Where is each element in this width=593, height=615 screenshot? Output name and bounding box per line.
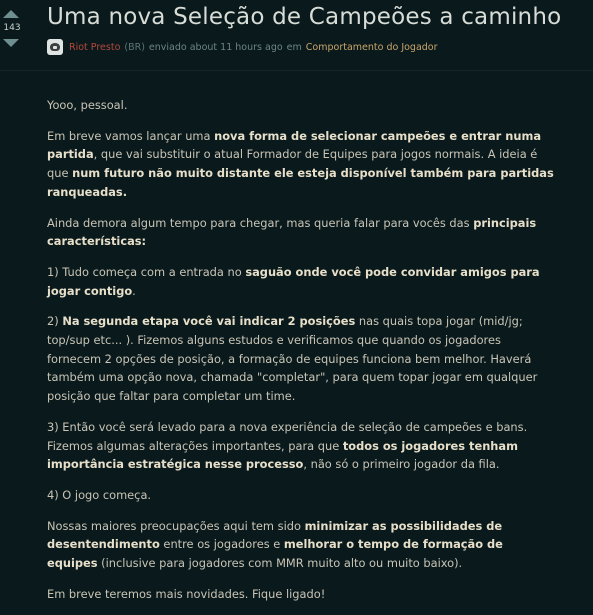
paragraph-greeting: Yooo, pessoal. (47, 98, 128, 112)
vote-widget (0, 0, 24, 54)
paragraph-step-1: 1) Tudo começa com a entrada no saguão onde você pode convidar amigos para jogar contigo. (47, 264, 540, 298)
paragraph-features-intro: Ainda demora algum tempo para chegar, mas queria falar para vocês das principais características: (47, 215, 537, 249)
riot-fist-avatar-icon (47, 39, 63, 55)
paragraph-concerns: Nossas maiores preocupações aqui tem sido minimizar as possibilidades de desentendimento entre os jogadores e melhorar o tempo de formação de equipes (inclusive para jogadores com MMR muito alto ou muito baixo). (47, 518, 503, 571)
paragraph-step-4: 4) O jogo começa. (47, 487, 152, 502)
paragraph-intro: Em breve vamos lançar uma nova forma de selecionar campeões e entrar numa partida, que vai substituir o atual Formador de Equipes para jogos normais. A ideia é que num futuro não muito distante ele esteja disponível também para partidas ranqueadas. (47, 128, 554, 199)
post-body (47, 96, 555, 615)
paragraph-step-3: 3) Então você será levado para a nova experiência de seleção de campeões e bans. Fizemos algumas alterações importantes, para que todos os jogadores tenham importância estratégica nesse processo, não só o primeiro jogador da fila. (47, 419, 528, 472)
post-title: Uma nova Seleção de Campeões a caminho (47, 4, 562, 30)
forum-link[interactable]: Comportamento do Jogador (305, 41, 438, 53)
paragraph-step-2: 2) Na segunda etapa você vai indicar 2 posições nas quais topa jogar (mid/jg; top/sup etc... ). Fizemos alguns estudos e verificamos que quando os jogadores fornecem 2 opções de posição, a formação de equipes funciona bem melhor. Haverá também uma opção nova, chamada "completar", para quem topar jogar em qualquer posição que faltar para completar um time. (47, 314, 538, 404)
post-meta (47, 38, 438, 56)
header-divider (0, 70, 593, 71)
post-timestamp: enviado about 11 hours ago (148, 41, 283, 53)
downvote-arrow-icon[interactable] (3, 39, 19, 47)
author-region: (BR) (124, 41, 145, 53)
upvote-arrow-icon[interactable] (3, 10, 19, 18)
paragraph-closing: Em breve teremos mais novidades. Fique ligado! (47, 586, 326, 601)
vote-count: 143 (3, 23, 21, 33)
meta-in-text: em (286, 41, 302, 53)
author-link[interactable]: Riot Presto (69, 41, 121, 53)
